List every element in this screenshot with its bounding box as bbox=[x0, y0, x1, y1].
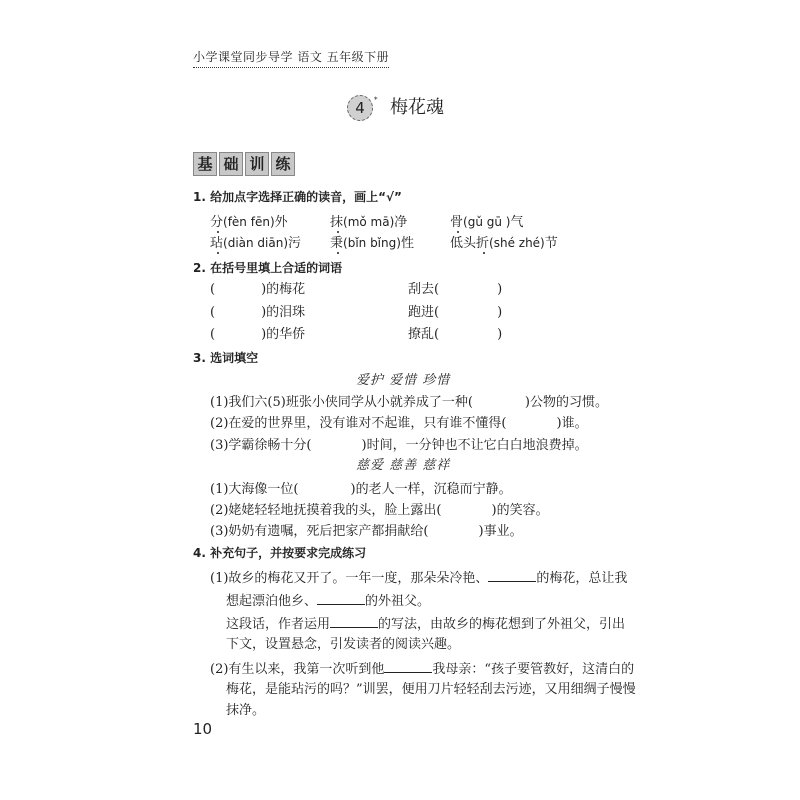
section-badge bbox=[193, 152, 297, 176]
q4-title: 4. 补充句子，并按要求完成练习 bbox=[193, 546, 367, 560]
text: 的华侨 bbox=[266, 327, 306, 342]
text: 低头 bbox=[450, 236, 477, 251]
text: 我母亲：“孩子要管教好，这清白的 bbox=[432, 662, 635, 677]
q4-line: 抹净。 bbox=[226, 703, 266, 718]
text: 这段话，作者运用 bbox=[226, 617, 331, 632]
pinyin-item bbox=[210, 235, 301, 252]
choose-word-sentence bbox=[210, 438, 588, 454]
text: (2)有生以来，我第一次听到他 bbox=[210, 662, 385, 677]
answer-blank[interactable] bbox=[317, 592, 365, 605]
answer-blank[interactable] bbox=[384, 660, 432, 673]
text: 的梅花，总让我 bbox=[536, 571, 628, 586]
text: 气 bbox=[510, 215, 524, 230]
answer-blank[interactable] bbox=[330, 615, 378, 628]
q4-line: 梅花，是能玷污的吗？”训罢，便用刀片轻轻刮去污迹，又用细绸子慢慢 bbox=[226, 682, 636, 697]
pinyin-item bbox=[450, 214, 523, 231]
text: 外 bbox=[274, 215, 288, 230]
text: 折 bbox=[476, 236, 490, 251]
fill-blank-item: ( )的泪珠 bbox=[210, 305, 306, 320]
text: 的外祖父。 bbox=[365, 594, 431, 609]
q4-line bbox=[210, 660, 634, 678]
text: (shé zhé) bbox=[489, 236, 545, 250]
text: (mǒ mā) bbox=[343, 215, 395, 229]
text: 的梅花 bbox=[266, 282, 306, 297]
text: 净 bbox=[394, 215, 408, 230]
q1-title: 1. 给加点字选择正确的读音，画上“√” bbox=[193, 190, 402, 204]
q4-line bbox=[210, 569, 627, 587]
choose-word-sentence bbox=[210, 524, 523, 540]
text: 玷 bbox=[210, 236, 224, 251]
word-choices-2: 慈爱 慈善 慈祥 bbox=[356, 458, 451, 473]
choose-word-sentence bbox=[210, 482, 512, 498]
text: )事业。 bbox=[478, 524, 523, 539]
q4-line bbox=[226, 615, 625, 633]
answer-blank[interactable] bbox=[488, 569, 536, 582]
lesson-number: 4 bbox=[347, 95, 373, 121]
choose-word-sentence bbox=[210, 416, 588, 432]
fill-blank-item: ( )的梅花 bbox=[210, 282, 306, 297]
text: (3)奶奶有遗嘱，死后把家产都捐献给( bbox=[210, 524, 429, 539]
running-header: 小学课堂同步导学 语文 五年级下册 bbox=[193, 49, 389, 68]
choose-word-sentence bbox=[210, 503, 549, 519]
text: 的泪珠 bbox=[266, 305, 306, 320]
pinyin-item bbox=[210, 214, 288, 231]
text: 的写法，由故乡的梅花想到了外祖父，引出 bbox=[378, 617, 626, 632]
page-number: 10 bbox=[193, 720, 213, 738]
badge-char: 练 bbox=[271, 152, 295, 176]
text: 刮去 bbox=[408, 282, 435, 297]
text: )的老人一样，沉稳而宁静。 bbox=[350, 482, 512, 497]
text: 分 bbox=[210, 215, 224, 230]
text: 性 bbox=[400, 236, 414, 251]
fill-blank-item: 撩乱( ) bbox=[408, 327, 503, 342]
text: (bǐn bǐng) bbox=[343, 236, 401, 250]
text: )的笑容。 bbox=[491, 503, 549, 518]
fill-blank-item: 刮去( ) bbox=[408, 282, 503, 297]
text: 污 bbox=[288, 236, 302, 251]
text: (1)故乡的梅花又开了。一年一度，那朵朵冷艳、 bbox=[210, 571, 489, 586]
text: 骨 bbox=[450, 215, 464, 230]
fill-blank-item: 跑进( ) bbox=[408, 305, 503, 320]
text: 跑进 bbox=[408, 305, 435, 320]
text: (2)姥姥轻轻地抚摸着我的头，脸上露出( bbox=[210, 503, 442, 518]
q4-line bbox=[226, 592, 430, 610]
badge-char: 基 bbox=[193, 152, 217, 176]
text: (3)学霸徐畅十分( bbox=[210, 438, 312, 453]
text: )公物的习惯。 bbox=[524, 395, 608, 410]
q4-line: 下文，设置悬念，引发读者的阅读兴趣。 bbox=[226, 637, 461, 652]
text: (fèn fēn) bbox=[223, 215, 275, 229]
badge-char: 础 bbox=[219, 152, 243, 176]
word-choices-1: 爱护 爱惜 珍惜 bbox=[356, 373, 451, 388]
lesson-mark: * bbox=[374, 96, 378, 104]
text: 秉 bbox=[330, 236, 344, 251]
text: (1)大海像一位( bbox=[210, 482, 299, 497]
fill-blank-item: ( )的华侨 bbox=[210, 327, 306, 342]
q2-title: 2. 在括号里填上合适的词语 bbox=[193, 261, 343, 275]
q3-title: 3. 选词填空 bbox=[193, 351, 259, 365]
text: 节 bbox=[544, 236, 558, 251]
text: (diàn diān) bbox=[223, 236, 289, 250]
text: )时间，一分钟也不让它白白地浪费掉。 bbox=[361, 438, 588, 453]
pinyin-item bbox=[330, 214, 407, 231]
text: (1)我们六(5)班张小侠同学从小就养成了一种( bbox=[210, 395, 473, 410]
choose-word-sentence bbox=[210, 395, 608, 411]
text: 抹 bbox=[330, 215, 344, 230]
lesson-title: 梅花魂 bbox=[390, 97, 444, 118]
badge-char: 训 bbox=[245, 152, 269, 176]
text: 撩乱 bbox=[408, 327, 435, 342]
text: (2)在爱的世界里，没有谁对不起谁，只有谁不懂得( bbox=[210, 416, 507, 431]
pinyin-item bbox=[330, 235, 414, 252]
pinyin-item bbox=[450, 235, 558, 252]
text: )谁。 bbox=[556, 416, 588, 431]
text: (gǔ gū ) bbox=[463, 215, 511, 229]
text: 想起漂泊他乡、 bbox=[226, 594, 318, 609]
